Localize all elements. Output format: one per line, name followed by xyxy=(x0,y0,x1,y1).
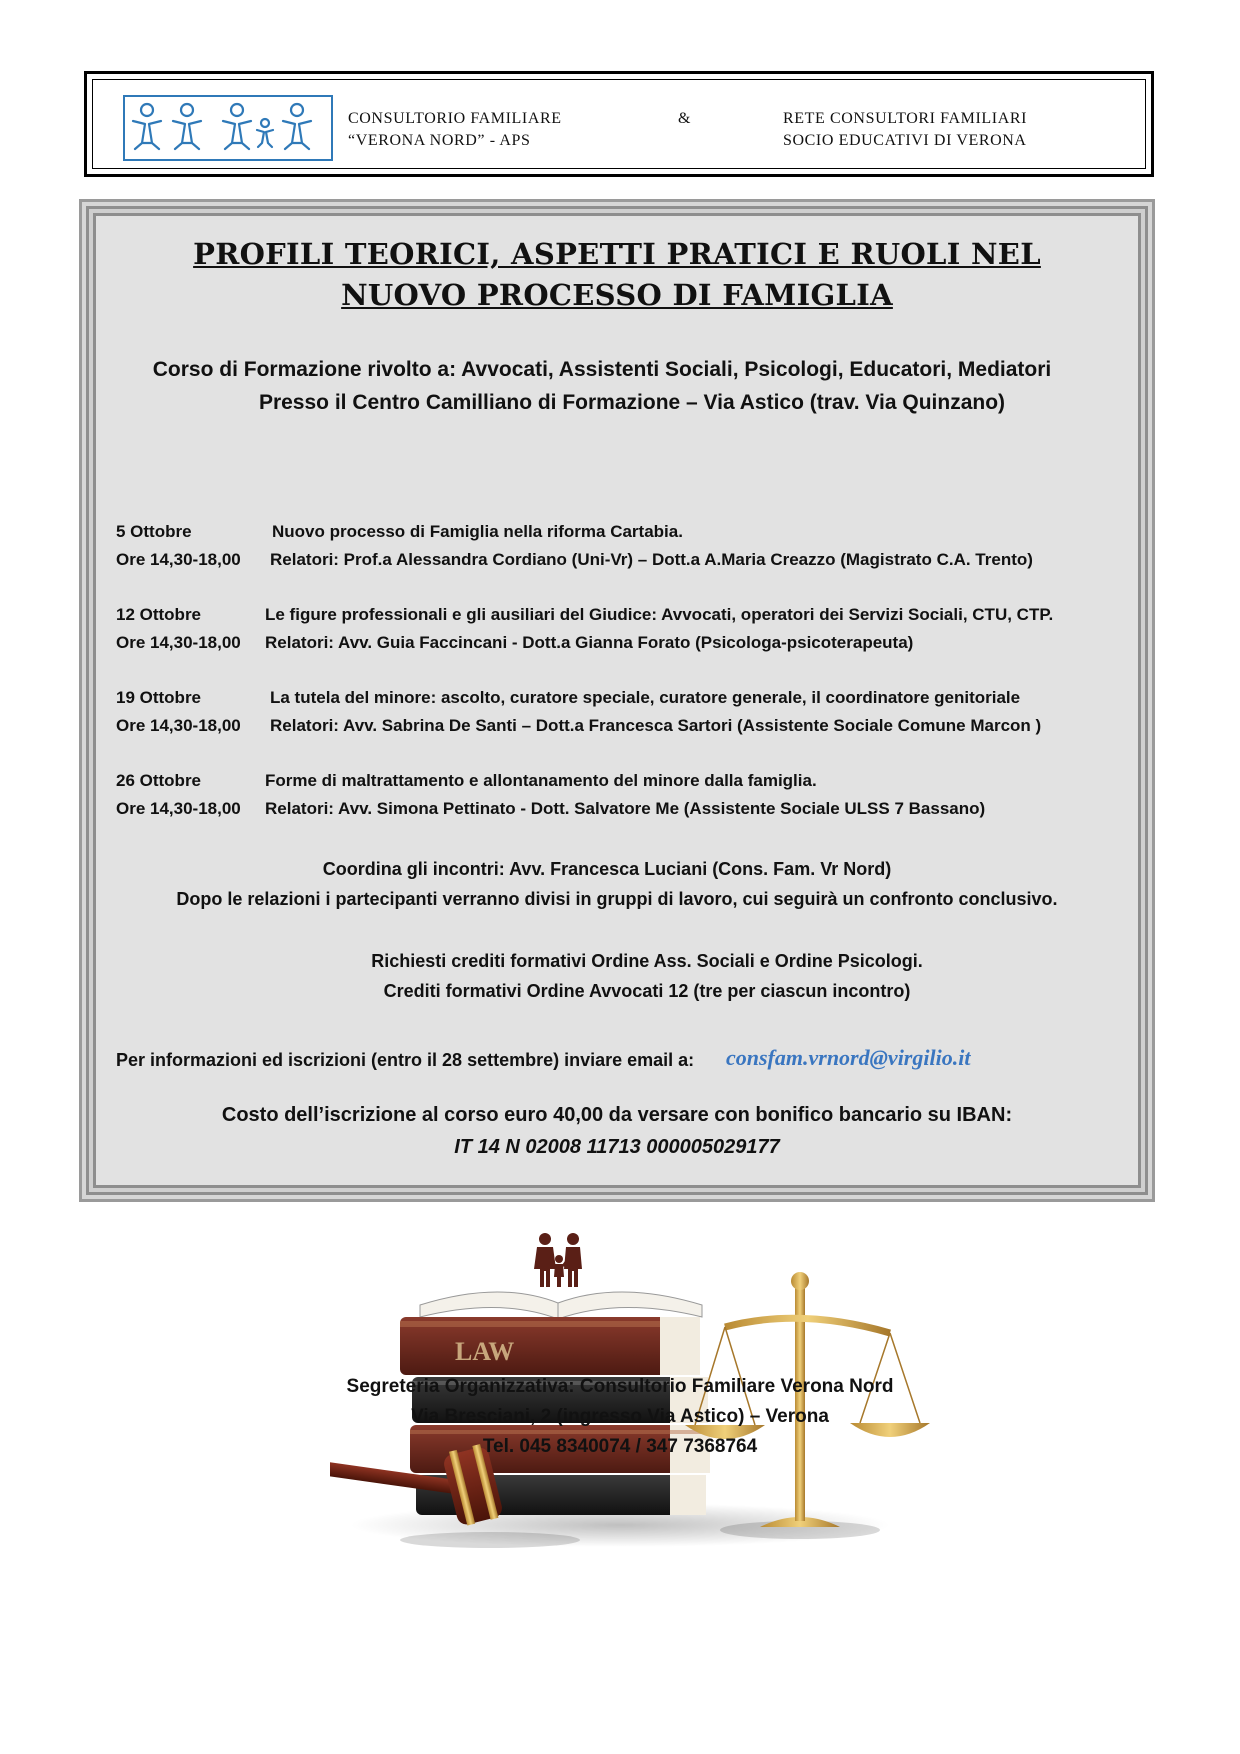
header-left-line2: “VERONA NORD” - APS xyxy=(348,132,531,149)
footer-address: Via Bresciani, 2 (ingresso Via Astico) – Verona xyxy=(411,1406,829,1427)
page-title xyxy=(96,234,1138,316)
cost-text: Costo dell’iscrizione al corso euro 40,00 da versare con bonifico bancario su IBAN: xyxy=(221,1104,1013,1126)
title-line1: PROFILI TEORICI, ASPETTI PRATICI E RUOLI NEL xyxy=(193,237,1041,271)
course-location: Presso il Centro Camilliano di Formazione – Via Astico (trav. Via Quinzano) xyxy=(258,391,1006,414)
credits-line1: Richiesti crediti formativi Ordine Ass. Sociali e Ordine Psicologi. xyxy=(371,951,923,971)
book-label: LAW xyxy=(455,1337,515,1366)
header-right-line1: RETE CONSULTORI FAMILIARI xyxy=(783,110,1028,127)
session-speakers: Relatori: Avv. Sabrina De Santi – Dott.a Francesca Sartori (Assistente Sociale Comune Marcon ) xyxy=(270,716,1042,735)
session-date: 26 Ottobre xyxy=(116,771,202,790)
family-icon xyxy=(534,1233,582,1287)
credits-line2: Crediti formativi Ordine Avvocati 12 (tre per ciascun incontro) xyxy=(383,981,911,1001)
footer-phone: Tel. 045 8340074 / 347 7368764 xyxy=(482,1436,758,1457)
family-figures-logo-icon xyxy=(125,97,331,159)
header-right-text xyxy=(783,108,1027,152)
session-date: 5 Ottobre xyxy=(116,522,192,541)
session-time: Ore 14,30-18,00 xyxy=(116,716,241,735)
session-date: 19 Ottobre xyxy=(116,688,202,707)
session-topic: La tutela del minore: ascolto, curatore speciale, curatore generale, il coordinatore genitoriale xyxy=(270,688,1021,707)
logo xyxy=(123,95,333,161)
main-panel xyxy=(79,199,1155,1202)
session-time: Ore 14,30-18,00 xyxy=(116,550,241,569)
course-audience: Corso di Formazione rivolto a: Avvocati, Assistenti Sociali, Psicologi, Educatori, Mediatori xyxy=(152,358,1052,381)
session-time: Ore 14,30-18,00 xyxy=(116,633,241,652)
groups-note: Dopo le relazioni i partecipanti verranno divisi in gruppi di lavoro, cui seguirà un confronto conclusivo. xyxy=(176,889,1058,909)
session-speakers: Relatori: Prof.a Alessandra Cordiano (Uni-Vr) – Dott.a A.Maria Creazzo (Magistrato C.A. Trento) xyxy=(270,550,1033,569)
session-topic: Nuovo processo di Famiglia nella riforma Cartabia. xyxy=(272,522,683,541)
header-inner-frame xyxy=(92,79,1146,169)
title-line2: NUOVO PROCESSO DI FAMIGLIA xyxy=(341,278,893,312)
header-box xyxy=(84,71,1154,177)
coordinator-text: Coordina gli incontri: Avv. Francesca Luciani (Cons. Fam. Vr Nord) xyxy=(322,859,892,879)
email-link[interactable]: consfam.vrnord@virgilio.it xyxy=(726,1045,971,1070)
info-text: Per informazioni ed iscrizioni (entro il 28 settembre) inviare email a: xyxy=(116,1050,695,1070)
panel-content xyxy=(96,216,1138,1185)
session-speakers: Relatori: Avv. Simona Pettinato - Dott. Salvatore Me (Assistente Sociale ULSS 7 Bassano) xyxy=(265,799,986,818)
session-date: 12 Ottobre xyxy=(116,605,202,624)
session-time: Ore 14,30-18,00 xyxy=(116,799,241,818)
session-speakers: Relatori: Avv. Guia Faccincani - Dott.a Gianna Forato (Psicologa-psicoterapeuta) xyxy=(265,633,914,652)
footer-line1: Segreteria Organizzativa: Consultorio Familiare Verona Nord xyxy=(346,1376,894,1397)
header-ampersand: & xyxy=(678,110,692,127)
session-topic: Forme di maltrattamento e allontanamento del minore dalla famiglia. xyxy=(265,771,817,790)
session-topic: Le figure professionali e gli ausiliari del Giudice: Avvocati, operatori dei Servizi Sociali, CTU, CTP. xyxy=(265,605,1054,624)
header-left-text xyxy=(348,108,562,152)
header-left-line1: CONSULTORIO FAMILIARE xyxy=(348,110,562,127)
header-right-line2: SOCIO EDUCATIVI DI VERONA xyxy=(783,132,1027,149)
iban-text: IT 14 N 02008 11713 000005029177 xyxy=(454,1136,780,1158)
